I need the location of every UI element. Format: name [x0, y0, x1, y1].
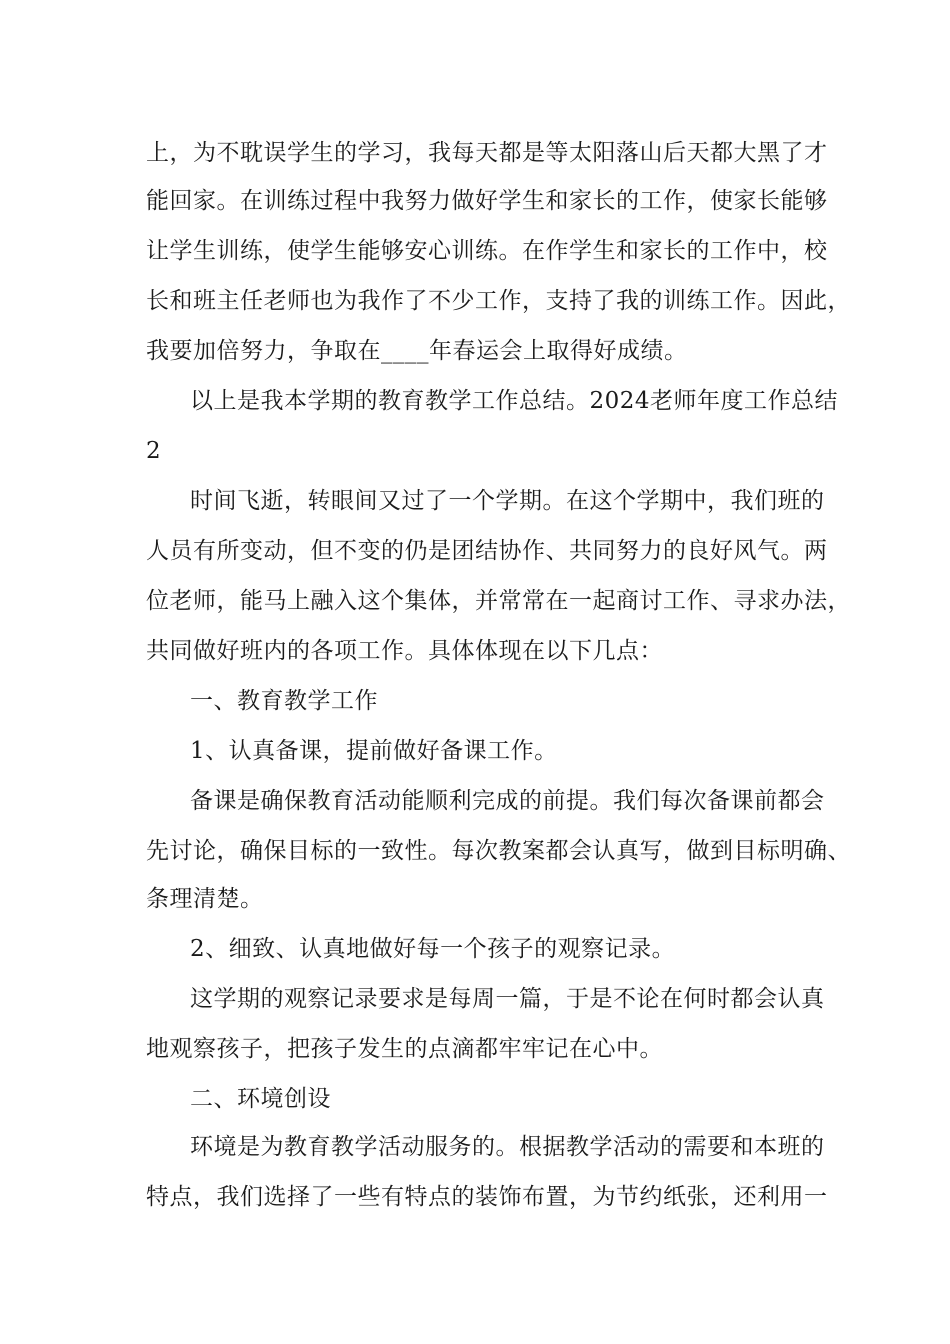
text-line: 让学生训练，使学生能够安心训练。在作学生和家长的工作中，校	[146, 238, 828, 264]
text-line: 环境是为教育教学活动服务的。根据教学活动的需要和本班的	[190, 1134, 825, 1160]
text-line: 先讨论，确保目标的一致性。每次教案都会认真写，做到目标明确、	[146, 838, 851, 864]
text-line: 位老师，能马上融入这个集体，并常常在一起商讨工作、寻求办法，	[146, 588, 851, 614]
text-line: 上，为不耽误学生的学习，我每天都是等太阳落山后天都大黑了才	[146, 140, 828, 166]
subsection-heading: 2、细致、认真地做好每一个孩子的观察记录。	[190, 936, 676, 962]
text-line: 特点，我们选择了一些有特点的装饰布置，为节约纸张，还利用一	[146, 1184, 828, 1210]
section-heading: 二、环境创设	[190, 1086, 331, 1112]
text-line: 备课是确保教育活动能顺利完成的前提。我们每次备课前都会	[190, 788, 825, 814]
text-line: 2	[146, 438, 162, 464]
text-line: 能回家。在训练过程中我努力做好学生和家长的工作，使家长能够	[146, 188, 828, 214]
text-line: 共同做好班内的各项工作。具体体现在以下几点：	[146, 638, 663, 664]
text-line: 地观察孩子，把孩子发生的点滴都牢牢记在心中。	[146, 1036, 663, 1062]
text-line: 这学期的观察记录要求是每周一篇，于是不论在何时都会认真	[190, 986, 825, 1012]
text-line: 条理清楚。	[146, 886, 264, 912]
text-line: 时间飞逝，转眼间又过了一个学期。在这个学期中，我们班的	[190, 488, 825, 514]
text-line: 长和班主任老师也为我作了不少工作，支持了我的训练工作。因此，	[146, 288, 851, 314]
subsection-heading: 1、认真备课，提前做好备课工作。	[190, 738, 558, 764]
text-line: 人员有所变动，但不变的仍是团结协作、共同努力的良好风气。两	[146, 538, 828, 564]
text-line: 以上是我本学期的教育教学工作总结。2024老师年度工作总结	[190, 388, 839, 414]
section-heading: 一、教育教学工作	[190, 688, 378, 714]
text-line: 我要加倍努力，争取在____年春运会上取得好成绩。	[146, 338, 688, 364]
